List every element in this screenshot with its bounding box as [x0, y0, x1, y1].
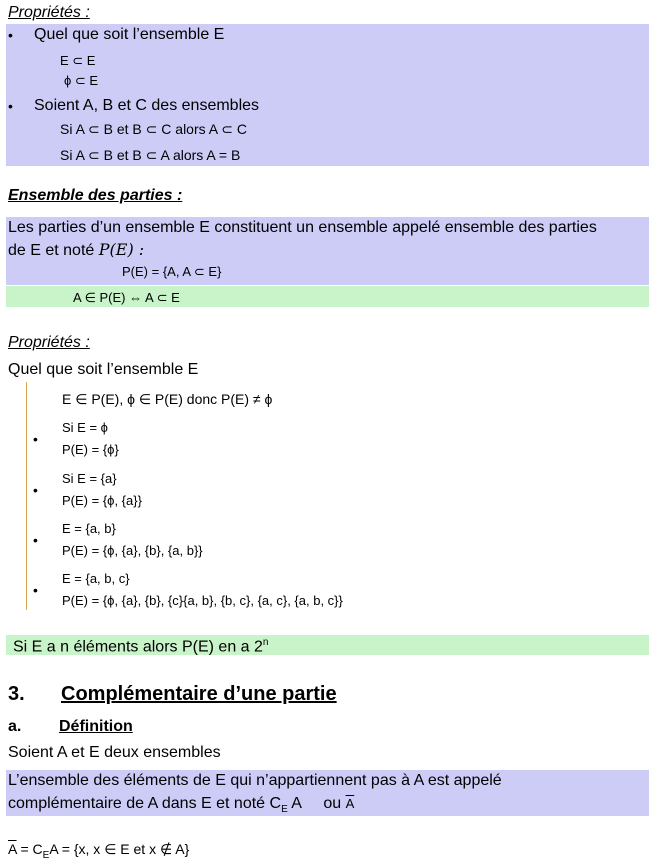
example-4-parts: P(E) = {ϕ, {a}, {b}, {c}{a, b}, {b, c}, {a, c}, {a, b, c}} — [62, 593, 343, 608]
formula-antisymmetry: Si A ⊂ B et B ⊂ A alors A = B — [60, 147, 241, 163]
power-set-heading: Ensemble des parties : — [8, 187, 183, 204]
formula-transitivity: Si A ⊂ B et B ⊂ C alors A ⊂ C — [60, 121, 247, 137]
example-2-set: Si E = {a} — [62, 471, 117, 486]
subsection-letter: a. — [8, 718, 22, 735]
definition-line-2: complémentaire de A dans E et noté $C_E$ A ou $\overline{A}$ — [8, 795, 355, 816]
vertical-rule — [26, 382, 27, 610]
a-bar-notation: $\overline{A}$ — [345, 796, 355, 811]
example-3-parts: P(E) = {ϕ, {a}, {b}, {a, b}} — [62, 543, 203, 558]
count-exponent: n — [262, 637, 269, 648]
bullet-2: • — [8, 98, 13, 114]
bullet-5: • — [33, 532, 38, 548]
properties-box — [6, 24, 649, 166]
section-title: Complémentaire d’une partie — [61, 683, 337, 705]
power-set-notation: P(E) : — [98, 240, 145, 259]
properties-2-heading: Propriétés : — [8, 334, 90, 351]
properties-heading: Propriétés : — [8, 4, 90, 21]
example-2-parts: P(E) = {ϕ, {a}} — [62, 493, 142, 508]
formula-empty-subset-e: ϕ ⊂ E — [64, 73, 99, 88]
example-1-set: Si E = ϕ — [62, 420, 108, 435]
bullet-1: • — [8, 27, 13, 43]
power-set-formula: P(E) = {A, A ⊂ E} — [122, 264, 222, 279]
count-text: Si E a n éléments alors P(E) en a 2$^n$ — [13, 637, 269, 656]
section-number: 3. — [8, 683, 25, 705]
example-4-set: E = {a, b, c} — [62, 571, 130, 586]
example-3-set: E = {a, b} — [62, 521, 116, 536]
bullet-3: • — [33, 431, 38, 447]
complement-formula: $\overline{A} = C_EA = \{x$, x ∈ E et x ∉ A} — [8, 841, 190, 861]
section-3-heading — [8, 683, 337, 706]
bullet-4: • — [33, 482, 38, 498]
equivalence-formula: A ∈ P(E) ⇔ A ⊂ E — [73, 290, 180, 305]
definition-intro: Soient A et E deux ensembles — [8, 744, 221, 761]
property-2-text: Soient A, B et C des ensembles — [34, 97, 260, 114]
properties-2-intro: Quel que soit l’ensemble E — [8, 361, 199, 378]
formula-e-subset-e: E ⊂ E — [60, 53, 96, 68]
property-1-text: Quel que soit l’ensemble E — [34, 26, 225, 43]
bullet-6: • — [33, 582, 38, 598]
subsection-title: Définition — [59, 718, 133, 735]
power-set-line-1: Les parties d’un ensemble E constituent un ensemble appelé ensemble des parties — [8, 219, 597, 236]
formula-membership: E ∈ P(E), ϕ ∈ P(E) donc P(E) ≠ ϕ — [62, 391, 273, 407]
power-set-line-2: de E et noté P(E) : — [8, 240, 145, 259]
subsection-heading — [8, 718, 133, 736]
example-1-parts: P(E) = {ϕ} — [62, 442, 119, 457]
definition-line-1: L’ensemble des éléments de E qui n’appartiennent pas à A est appelé — [8, 772, 502, 789]
